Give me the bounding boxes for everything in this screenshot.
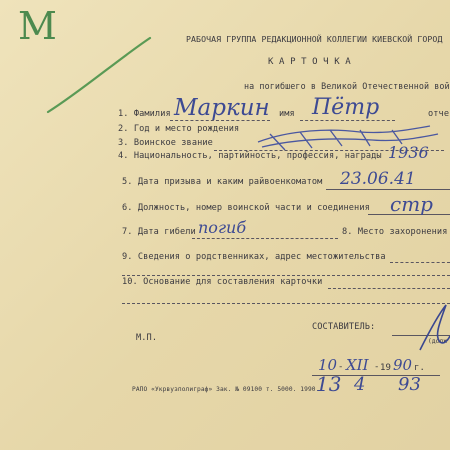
handwritten-position: стр	[390, 192, 433, 216]
field-1-patronymic-label: отче	[428, 109, 450, 119]
corner-mark: M	[18, 4, 57, 48]
card-subtitle: на погибшего в Великой Отечественной вой	[244, 81, 450, 91]
field-1-label: 1. Фамилия	[118, 109, 171, 119]
field-10-label: 10. Основание для составления карточки	[122, 277, 323, 287]
field-3-label: 3. Воинское звание	[118, 138, 213, 148]
handwritten-name: Пётр	[312, 95, 380, 120]
field-6-label: 6. Должность, номер воинской части и соединения	[122, 203, 370, 213]
date-month: XII	[346, 356, 369, 374]
handwritten-death: погиб	[198, 218, 247, 237]
date-year-suffix: 90	[393, 356, 413, 374]
field-8-label: 8. Место захоронения	[342, 227, 448, 237]
compiler-label: СОСТАВИТЕЛЬ:	[312, 322, 376, 332]
date-year-prefix: 19	[380, 363, 392, 373]
compiler-sub-label: (долж	[428, 338, 448, 345]
footer-year: 93	[398, 374, 421, 395]
field-2-label: 2. Год и место рождения	[118, 124, 240, 134]
footer-month: 4	[354, 374, 366, 395]
organization-header: РАБОЧАЯ ГРУППА РЕДАКЦИОННОЙ КОЛЛЕГИИ КИЕВСКОЙ ГОРОД	[186, 34, 443, 44]
footer-day: 13	[316, 372, 342, 396]
handwritten-surname: Маркин	[174, 95, 270, 121]
field-5-label: 5. Дата призыва и каким райвоенкоматом	[122, 177, 323, 187]
date-day: 10	[318, 356, 338, 374]
print-info: РАПО «Укрвузполиграф» Зак. № 09100 т. 5000. 1990.	[132, 386, 320, 393]
stamp-placeholder: М.П.	[136, 333, 158, 343]
date-year-end: г.	[414, 363, 426, 373]
date-sep-2: -	[374, 362, 380, 372]
field-4-label: 4. Национальность, партийность, профессия, награды	[118, 151, 382, 161]
field-1-name-label: имя	[279, 109, 295, 119]
handwritten-call-date: 23.06.41	[340, 169, 416, 189]
date-sep-1: -	[338, 362, 344, 372]
field-7-label: 7. Дата гибели	[122, 227, 196, 237]
handwritten-nationality-year: 1936	[388, 143, 429, 162]
field-9-label: 9. Сведения о родственниках, адрес местожительства	[122, 252, 386, 262]
card-title: К А Р Т О Ч К А	[268, 57, 351, 67]
